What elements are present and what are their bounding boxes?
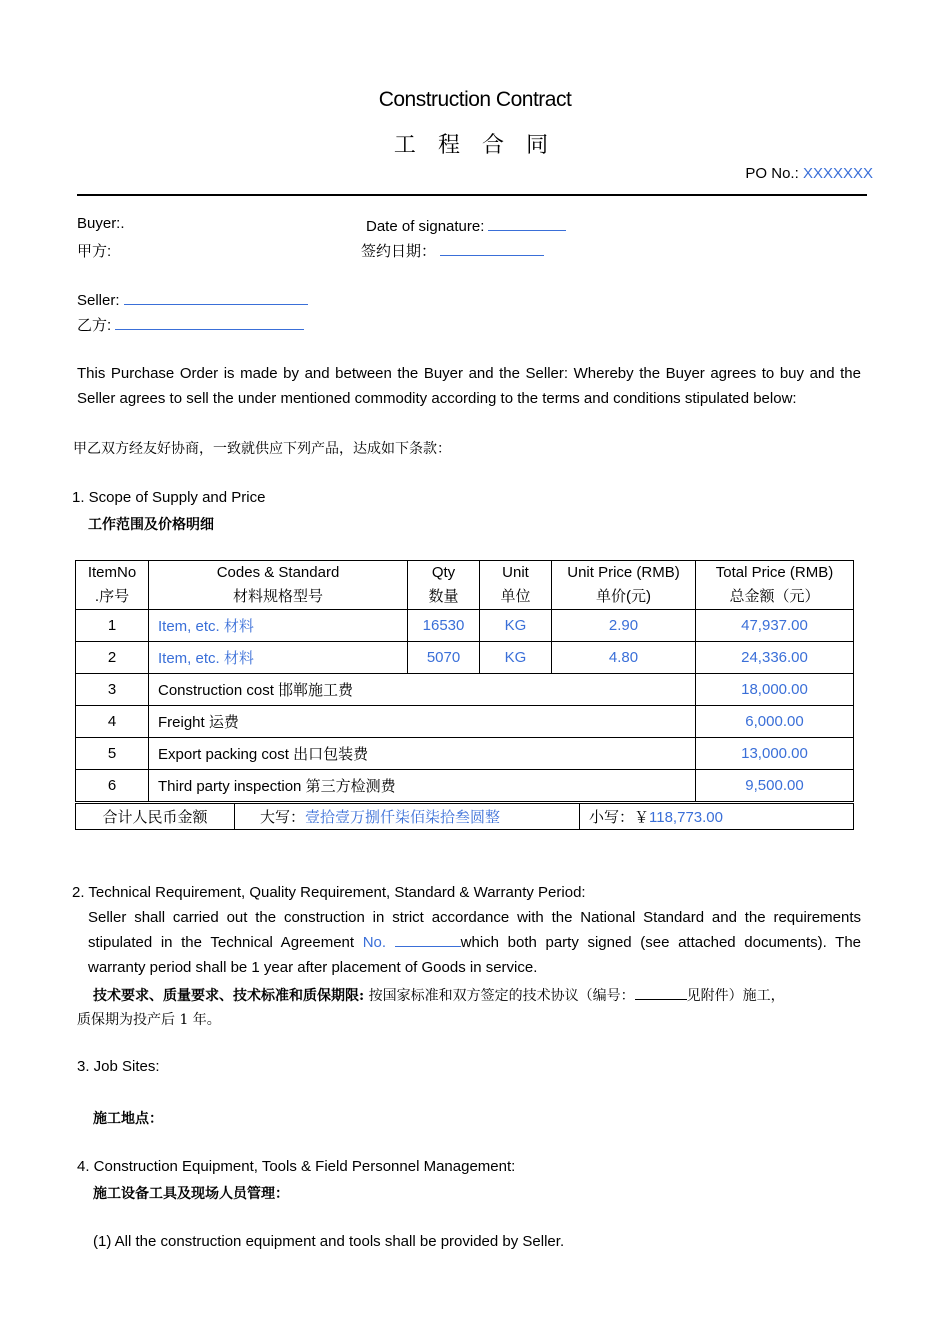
date-of-signature-field-cn[interactable] [361,240,544,261]
cell-qty[interactable]: 16530 [408,610,480,642]
seller-blank-en[interactable] [124,289,308,305]
header-qty: Qty 数量 [408,561,480,610]
section-2-cn-heading: 技术要求、质量要求、技术标准和质保期限: [93,988,365,1004]
cell-qty[interactable]: 5070 [408,642,480,674]
cell-total-price[interactable]: 13,000.00 [696,738,854,770]
words-label: 大写： [260,809,306,826]
cell-item-no: 3 [76,674,149,706]
cell-total-price[interactable]: 18,000.00 [696,674,854,706]
intro-paragraph-cn: 甲乙双方经友好协商，一致就供应下列产品，达成如下条款： [73,441,451,457]
buyer-label-en: Buyer:. [77,215,125,232]
cell-description[interactable]: Item, etc. 材料 [149,610,408,642]
cell-unit-price[interactable]: 4.80 [552,642,696,674]
section-3-title-en: 3. Job Sites: [77,1058,160,1075]
header-unit: Unit 单位 [480,561,552,610]
cell-item-no: 1 [76,610,149,642]
cell-unit[interactable]: KG [480,610,552,642]
section-4-item-1: (1) All the construction equipment and tools shall be provided by Seller. [93,1233,565,1250]
cell-unit-price[interactable]: 2.90 [552,610,696,642]
cell-total-price[interactable]: 9,500.00 [696,770,854,802]
header-divider [77,194,867,196]
figure-value[interactable]: 118,773.00 [649,809,723,826]
document-title-cn: 工 程 合 同 [393,132,557,157]
cell-description: Construction cost 邯郸施工费 [149,674,696,706]
buyer-label-cn: 甲方: [77,243,112,260]
date-label-cn: 签约日期： [361,243,437,260]
seller-label-en: Seller: [77,292,120,309]
document-title-en: Construction Contract [378,88,572,111]
section-2-warranty-cn: 质保期为投产后 1 年。 [77,1012,221,1028]
table-header-row [76,561,854,610]
section-1-title-en: 1. Scope of Supply and Price [72,489,266,506]
cell-total-price[interactable]: 47,937.00 [696,610,854,642]
cell-item-no: 6 [76,770,149,802]
words-value[interactable]: 壹拾壹万捌仟柒佰柒拾叁圆整 [305,809,501,826]
summary-label: 合计人民币金额 [76,804,235,830]
section-4-title-cn: 施工设备工具及现场人员管理： [93,1185,289,1201]
seller-field-cn[interactable] [77,314,304,335]
table-row [76,770,854,802]
total-summary-table [75,803,854,830]
section-1-title-cn: 工作范围及价格明细 [88,516,214,532]
cell-item-no: 4 [76,706,149,738]
table-row [76,642,854,674]
seller-blank-cn[interactable] [115,314,304,330]
section-4-title-en: 4. Construction Equipment, Tools & Field Personnel Management: [77,1158,516,1175]
cell-description: Export packing cost 出口包装费 [149,738,696,770]
cell-description: Freight 运费 [149,706,696,738]
amount-in-words [235,804,580,830]
po-label: PO No.: [745,165,803,182]
section-3-title-cn: 施工地点： [93,1110,163,1126]
header-unit-price: Unit Price (RMB) 单价(元) [552,561,696,610]
header-total-price: Total Price (RMB) 总金额（元） [696,561,854,610]
table-row [76,610,854,642]
date-of-signature-field[interactable] [366,215,566,235]
header-item-no: ItemNo .序号 [76,561,149,610]
po-number [745,165,873,182]
table-row [76,674,854,706]
seller-field-en[interactable] [77,289,308,309]
agreement-no-blank-cn[interactable] [635,984,687,1000]
cell-item-no: 5 [76,738,149,770]
agreement-no-blank[interactable] [395,931,461,947]
price-table [75,560,854,802]
po-value[interactable]: XXXXXXX [802,165,873,182]
section-2-body-cn: 技术要求、质量要求、技术标准和质保期限: 按国家标准和双方签定的技术协议（编号： 见附件）施工， [93,984,785,1005]
figure-label: 小写：￥ [589,809,650,826]
cell-total-price[interactable]: 24,336.00 [696,642,854,674]
date-label-en: Date of signature: [366,218,485,235]
table-row [76,738,854,770]
date-blank-en[interactable] [488,215,566,231]
cell-description[interactable]: Item, etc. 材料 [149,642,408,674]
cell-description: Third party inspection 第三方检测费 [149,770,696,802]
seller-label-cn: 乙方: [77,317,112,334]
agreement-no-label: No. [362,934,387,951]
section-2-title: 2. Technical Requirement, Quality Requirement, Standard & Warranty Period: [72,884,586,901]
header-codes-standard: Codes & Standard 材料规格型号 [149,561,408,610]
amount-in-figures [580,804,854,830]
cell-unit[interactable]: KG [480,642,552,674]
cell-item-no: 2 [76,642,149,674]
total-summary-row [76,804,854,830]
section-2-body-en: Seller shall carried out the construction in strict accordance with the National Standard and the requirements stipulated in the Technical Agreement No. which both party signed (see attached documents). The warranty period shall be 1 year after placement of Goods in service. [88,909,861,976]
intro-paragraph-en: This Purchase Order is made by and between the Buyer and the Seller: Whereby the Buyer agrees to buy and the Seller agrees to sell the under mentioned commodity according to the terms and conditions stipulated below: [77,365,861,407]
cell-total-price[interactable]: 6,000.00 [696,706,854,738]
table-row [76,706,854,738]
date-blank-cn[interactable] [440,240,544,256]
